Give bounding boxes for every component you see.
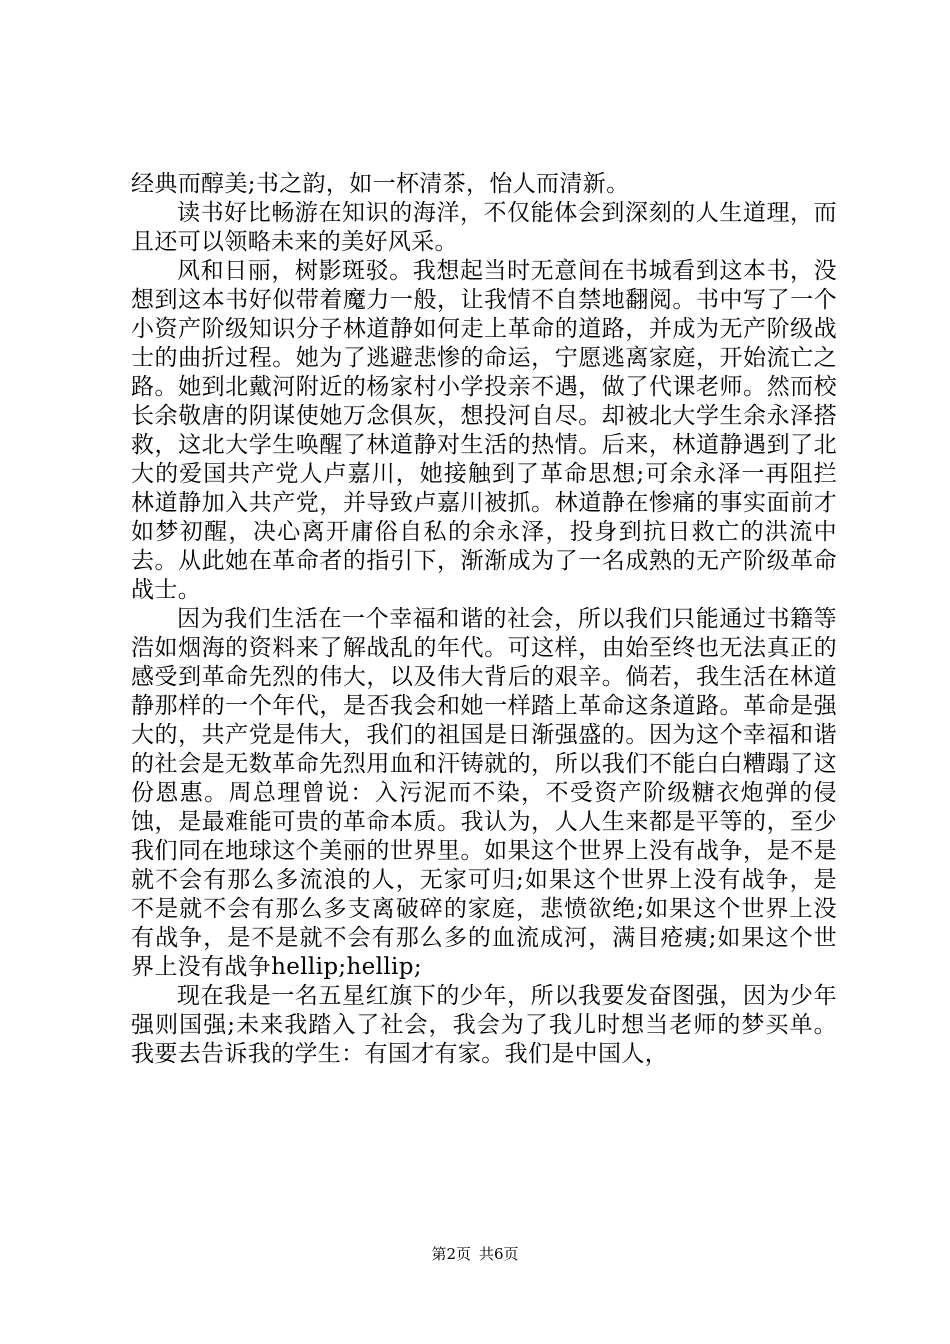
document-body [131,170,837,1069]
page-footer [0,1244,950,1264]
paragraph-2: 读书好比畅游在知识的海洋，不仅能体会到深刻的人生道理，而且还可以领略未来的美好风采。 [131,200,837,255]
page-number-current: 第2页 [431,1245,471,1263]
paragraph-5: 现在我是一名五星红旗下的少年，所以我要发奋图强，因为少年强则国强;未来我踏入了社会，我会为了我儿时想当老师的梦买单。我要去告诉我的学生：有国才有家。我们是中国人， [131,983,837,1067]
paragraph-3: 风和日丽，树影斑驳。我想起当时无意间在书城看到这本书，没想到这本书好似带着魔力一般，让我情不自禁地翻阅。书中写了一个小资产阶级知识分子林道静如何走上革命的道路，并成为无产阶级战士的曲折过程。她为了逃避悲惨的命运，宁愿逃离家庭，开始流亡之路。她到北戴河附近的杨家村小学投亲不遇，做了代课老师。然而校长余敬唐的阴谋使她万念俱灰，想投河自尽。却被北大学生余永泽搭救，这北大学生唤醒了林道静对生活的热情。后来，林道静遇到了北大的爱国共产党人卢嘉川，她接触到了革命思想;可余永泽一再阻拦林道静加入共产党，并导致卢嘉川被抓。林道静在惨痛的事实面前才如梦初醒，决心离开庸俗自私的余永泽，投身到抗日救亡的洪流中去。从此她在革命者的指引下，渐渐成为了一名成熟的无产阶级革命战士。 [131,258,837,603]
paragraph-4: 因为我们生活在一个幸福和谐的社会，所以我们只能通过书籍等浩如烟海的资料来了解战乱的年代。可这样，由始至终也无法真正的感受到革命先烈的伟大，以及伟大背后的艰辛。倘若，我生活在林道静那样的一个年代，是否我会和她一样踏上革命这条道路。革命是强大的，共产党是伟大，我们的祖国是日渐强盛的。因为这个幸福和谐的社会是无数革命先烈用血和汗铸就的，所以我们不能白白糟蹋了这份恩惠。周总理曾说：入污泥而不染，不受资产阶级糖衣炮弹的侵蚀，是最难能可贵的革命本质。我认为，人人生来都是平等的，至少我们同在地球这个美丽的世界里。如果这个世界上没有战争，是不是就不会有那么多流浪的人，无家可归;如果这个世界上没有战争，是不是就不会有那么多支离破碎的家庭，悲愤欲绝;如果这个世界上没有战争，是不是就不会有那么多的血流成河，满目疮痍;如果这个世界上没有战争hellip;hellip; [131,606,837,980]
page-number-total: 共6页 [479,1245,519,1263]
paragraph-1: 经典而醇美;书之韵，如一杯清茶，怡人而清新。 [131,171,630,197]
